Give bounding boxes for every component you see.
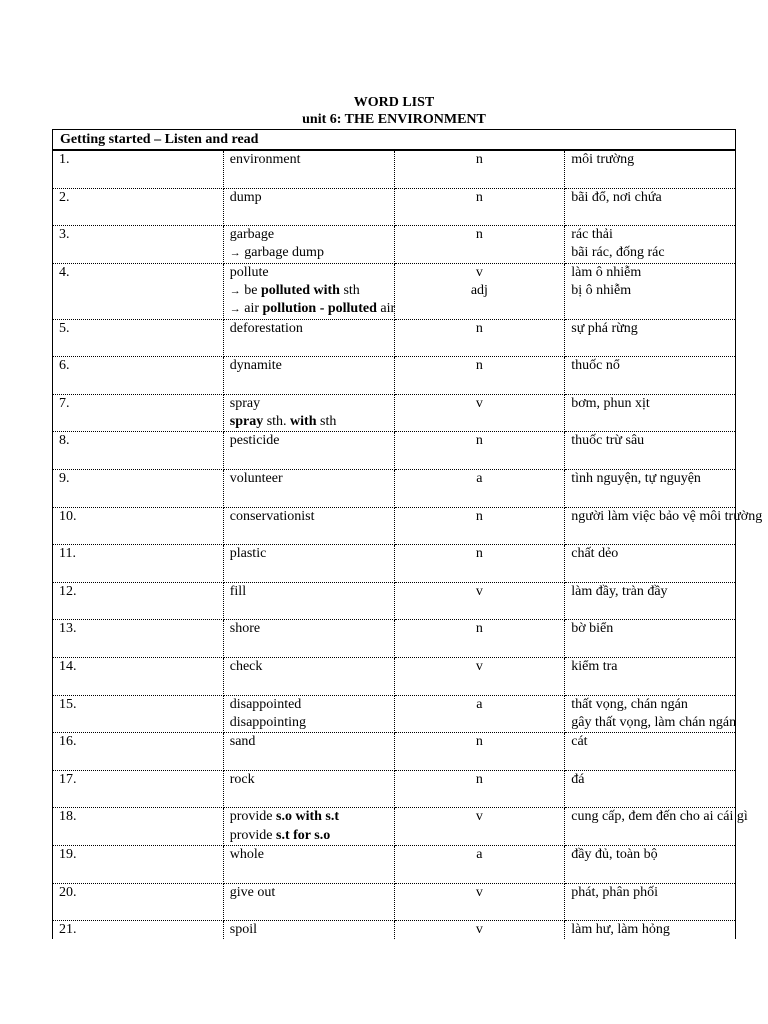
entry-meaning bbox=[565, 394, 736, 432]
entry-part-of-speech bbox=[394, 658, 565, 696]
word-line bbox=[230, 714, 388, 732]
word-text: dynamite bbox=[229, 358, 282, 374]
meaning-line: gây thất vọng, làm chán ngán bbox=[571, 714, 737, 730]
word-text: conservationist bbox=[229, 508, 315, 524]
meaning-line: phát, phân phối bbox=[571, 884, 658, 900]
table-row bbox=[53, 658, 736, 696]
word-line bbox=[229, 300, 396, 318]
meaning-line: thất vọng, chán ngán bbox=[571, 696, 688, 712]
entry-part-of-speech bbox=[394, 845, 565, 883]
table-row bbox=[53, 357, 736, 395]
pos-line: a bbox=[476, 846, 483, 862]
pos-line: adj bbox=[470, 283, 488, 299]
entry-part-of-speech bbox=[394, 150, 565, 188]
entry-part-of-speech bbox=[394, 432, 565, 470]
entry-meaning bbox=[565, 658, 736, 696]
word-text: be bbox=[240, 283, 261, 299]
entry-number: 5. bbox=[53, 319, 224, 357]
entry-word bbox=[223, 620, 394, 658]
table-row bbox=[53, 620, 736, 658]
meaning-line: sự phá rừng bbox=[571, 320, 638, 336]
meaning-line: làm đầy, tràn đầy bbox=[571, 583, 668, 599]
entry-meaning bbox=[565, 263, 736, 319]
entry-word bbox=[223, 226, 394, 264]
entry-meaning bbox=[565, 319, 736, 357]
entry-meaning bbox=[565, 695, 736, 733]
pos-line: a bbox=[476, 696, 483, 712]
entry-part-of-speech bbox=[394, 695, 565, 733]
word-text: dump bbox=[229, 189, 262, 205]
entry-number: 21. bbox=[53, 921, 224, 940]
meaning-line: đá bbox=[571, 771, 585, 787]
word-text: give out bbox=[229, 884, 276, 900]
entry-meaning bbox=[565, 620, 736, 658]
word-line bbox=[230, 583, 388, 601]
entry-number: 3. bbox=[53, 226, 224, 264]
entry-word bbox=[223, 695, 394, 733]
pos-line: n bbox=[475, 320, 483, 336]
entry-part-of-speech bbox=[394, 319, 565, 357]
word-line bbox=[230, 226, 388, 244]
word-phrase-bold: s.t for s.o bbox=[276, 827, 331, 843]
word-phrase-bold: pollution - polluted bbox=[262, 301, 377, 317]
entry-meaning bbox=[565, 845, 736, 883]
pos-line: v bbox=[475, 809, 483, 825]
word-text: deforestation bbox=[229, 320, 303, 336]
table-row bbox=[53, 808, 736, 846]
entry-number: 17. bbox=[53, 770, 224, 808]
word-text: sth bbox=[339, 283, 360, 299]
entry-meaning bbox=[565, 545, 736, 583]
word-line bbox=[230, 470, 388, 488]
pos-line: n bbox=[475, 358, 483, 374]
word-text: garbage dump bbox=[240, 245, 324, 261]
document-header bbox=[0, 94, 768, 128]
entry-word bbox=[223, 188, 394, 226]
meaning-line: môi trường bbox=[571, 152, 635, 167]
table-row bbox=[53, 394, 736, 432]
pos-line: n bbox=[475, 433, 483, 449]
document-subtitle: unit 6: THE ENVIRONMENT bbox=[302, 112, 486, 127]
entry-meaning bbox=[565, 921, 736, 940]
entry-meaning bbox=[565, 357, 736, 395]
entry-word bbox=[223, 470, 394, 508]
entry-word bbox=[223, 658, 394, 696]
word-line bbox=[230, 696, 388, 714]
word-line bbox=[230, 620, 388, 638]
meaning-line: thuốc trừ sâu bbox=[571, 433, 645, 449]
entry-part-of-speech bbox=[394, 883, 565, 921]
pos-line: n bbox=[475, 546, 483, 562]
entry-meaning bbox=[565, 188, 736, 226]
meaning-line: cát bbox=[571, 734, 588, 750]
entry-word bbox=[223, 507, 394, 545]
word-text: fill bbox=[229, 583, 247, 599]
pos-line: n bbox=[475, 734, 483, 750]
pos-line: v bbox=[475, 264, 483, 280]
word-line bbox=[230, 395, 388, 413]
meaning-line: kiểm tra bbox=[571, 659, 618, 675]
pos-line: n bbox=[475, 152, 483, 167]
table-row bbox=[53, 150, 736, 188]
document-title: WORD LIST bbox=[353, 95, 435, 110]
word-text: disappointing bbox=[229, 714, 306, 730]
word-line bbox=[230, 921, 388, 939]
word-text: sth. bbox=[263, 414, 291, 430]
word-phrase-bold: with bbox=[290, 414, 317, 430]
meaning-line: làm ô nhiễm bbox=[571, 264, 642, 280]
word-line bbox=[230, 733, 388, 751]
entry-number: 18. bbox=[53, 808, 224, 846]
word-line bbox=[230, 320, 388, 338]
meaning-line: cung cấp, đem đến cho ai cái gì bbox=[571, 809, 748, 825]
pos-line: v bbox=[475, 922, 483, 938]
word-text: environment bbox=[229, 152, 301, 167]
entry-meaning bbox=[565, 582, 736, 620]
entry-part-of-speech bbox=[394, 620, 565, 658]
entry-meaning bbox=[565, 770, 736, 808]
pos-line: n bbox=[475, 227, 483, 243]
word-phrase-bold: s.o with s.t bbox=[276, 809, 340, 825]
word-text: volunteer bbox=[229, 471, 283, 487]
entry-number: 16. bbox=[53, 733, 224, 771]
entry-number: 4. bbox=[53, 263, 224, 319]
entry-number: 13. bbox=[53, 620, 224, 658]
entry-word bbox=[223, 921, 394, 940]
entry-word bbox=[223, 808, 394, 846]
pos-line: v bbox=[475, 659, 483, 675]
word-text: disappointed bbox=[229, 696, 302, 712]
pos-line: a bbox=[476, 471, 483, 487]
word-list-table bbox=[52, 129, 763, 939]
word-text: garbage bbox=[229, 227, 275, 243]
entry-number: 11. bbox=[53, 545, 224, 583]
pos-line: n bbox=[475, 771, 483, 787]
table-row bbox=[53, 188, 736, 226]
entry-number: 10. bbox=[53, 507, 224, 545]
word-line bbox=[230, 282, 388, 300]
entry-number: 20. bbox=[53, 883, 224, 921]
table-row bbox=[53, 545, 736, 583]
meaning-line: bãi rác, đống rác bbox=[571, 245, 665, 261]
entry-number: 7. bbox=[53, 394, 224, 432]
word-text: check bbox=[229, 659, 263, 675]
word-text: provide bbox=[229, 827, 277, 843]
word-line bbox=[230, 808, 388, 826]
meaning-line: đầy đủ, toàn bộ bbox=[571, 846, 658, 862]
word-text: provide bbox=[229, 809, 277, 825]
entry-part-of-speech bbox=[394, 188, 565, 226]
pos-line: n bbox=[475, 189, 483, 205]
word-line bbox=[230, 264, 388, 282]
entry-part-of-speech bbox=[394, 507, 565, 545]
entry-number: 6. bbox=[53, 357, 224, 395]
pos-line: n bbox=[475, 508, 483, 524]
word-text: shore bbox=[229, 621, 261, 637]
word-line bbox=[230, 846, 388, 864]
entry-word bbox=[223, 394, 394, 432]
word-line bbox=[230, 771, 388, 789]
word-text: air bbox=[376, 301, 396, 317]
table-row bbox=[53, 733, 736, 771]
entry-part-of-speech bbox=[394, 263, 565, 319]
pos-line: v bbox=[475, 395, 483, 411]
word-phrase-bold: spray bbox=[229, 414, 264, 430]
word-line bbox=[230, 827, 388, 845]
entry-word bbox=[223, 733, 394, 771]
table-row bbox=[53, 507, 736, 545]
table-row bbox=[53, 582, 736, 620]
meaning-line: bãi đổ, nơi chứa bbox=[571, 189, 662, 205]
entry-meaning bbox=[565, 150, 736, 188]
table-row bbox=[53, 695, 736, 733]
meaning-line: rác thải bbox=[571, 227, 613, 243]
word-line bbox=[230, 432, 388, 450]
word-text: pesticide bbox=[229, 433, 280, 449]
meaning-line: chất dẻo bbox=[571, 546, 619, 562]
entry-meaning bbox=[565, 808, 748, 846]
word-text: air bbox=[240, 301, 263, 317]
entry-word bbox=[223, 263, 394, 319]
entry-word bbox=[223, 150, 394, 188]
word-phrase-bold: polluted with bbox=[260, 283, 340, 299]
pos-line: v bbox=[475, 884, 483, 900]
entry-part-of-speech bbox=[394, 733, 565, 771]
entry-word bbox=[223, 357, 394, 395]
meaning-line: thuốc nổ bbox=[571, 358, 620, 374]
table-row bbox=[53, 263, 736, 319]
table-row bbox=[53, 770, 736, 808]
entry-number: 8. bbox=[53, 432, 224, 470]
entry-part-of-speech bbox=[394, 545, 565, 583]
entry-number: 12. bbox=[53, 582, 224, 620]
entry-meaning bbox=[565, 507, 763, 545]
word-line bbox=[230, 244, 388, 262]
word-text: rock bbox=[229, 771, 255, 787]
entry-word bbox=[223, 845, 394, 883]
meaning-line: bơm, phun xịt bbox=[571, 395, 650, 411]
entry-part-of-speech bbox=[394, 808, 565, 846]
word-text: sth bbox=[316, 414, 337, 430]
entry-part-of-speech bbox=[394, 226, 565, 264]
section-heading: Getting started – Listen and read bbox=[53, 130, 736, 151]
pos-line: n bbox=[475, 621, 483, 637]
table-row bbox=[53, 226, 736, 264]
word-line bbox=[230, 413, 388, 431]
entry-part-of-speech bbox=[394, 357, 565, 395]
meaning-line: bờ biển bbox=[571, 621, 614, 637]
entry-number: 19. bbox=[53, 845, 224, 883]
word-line bbox=[230, 151, 388, 169]
word-line bbox=[230, 658, 388, 676]
word-line bbox=[230, 545, 388, 563]
entry-word bbox=[223, 883, 394, 921]
table-row bbox=[53, 921, 736, 940]
entry-meaning bbox=[565, 432, 736, 470]
word-line bbox=[230, 884, 388, 902]
word-text: plastic bbox=[229, 546, 267, 562]
section-heading-row bbox=[53, 130, 736, 151]
entry-meaning bbox=[565, 733, 736, 771]
entry-part-of-speech bbox=[394, 394, 565, 432]
entry-word bbox=[223, 582, 394, 620]
entry-word bbox=[223, 770, 394, 808]
word-text: sand bbox=[229, 734, 256, 750]
meaning-line: tình nguyện, tự nguyện bbox=[571, 471, 701, 487]
table-row bbox=[53, 845, 736, 883]
arrow-right-icon: → bbox=[229, 303, 241, 316]
word-text: pollute bbox=[229, 264, 269, 280]
table-row bbox=[53, 319, 736, 357]
meaning-line: bị ô nhiễm bbox=[571, 283, 632, 299]
entry-word bbox=[223, 319, 394, 357]
arrow-right-icon: → bbox=[229, 285, 241, 298]
meaning-line: người làm việc bảo vệ môi trường bbox=[571, 508, 763, 524]
entry-meaning bbox=[565, 226, 736, 264]
entry-word bbox=[223, 545, 394, 583]
table-row bbox=[53, 470, 736, 508]
entry-part-of-speech bbox=[394, 470, 565, 508]
word-line bbox=[230, 189, 388, 207]
table-row bbox=[53, 432, 736, 470]
entry-number: 1. bbox=[53, 150, 224, 188]
entry-part-of-speech bbox=[394, 582, 565, 620]
word-text: spoil bbox=[229, 922, 257, 938]
entry-number: 15. bbox=[53, 695, 224, 733]
entry-part-of-speech bbox=[394, 921, 565, 940]
entry-part-of-speech bbox=[394, 770, 565, 808]
pos-line: v bbox=[475, 583, 483, 599]
word-text: spray bbox=[229, 395, 261, 411]
meaning-line: làm hư, làm hỏng bbox=[571, 922, 670, 938]
entry-number: 9. bbox=[53, 470, 224, 508]
table-row bbox=[53, 883, 736, 921]
entry-meaning bbox=[565, 470, 736, 508]
entry-meaning bbox=[565, 883, 736, 921]
arrow-right-icon: → bbox=[229, 247, 241, 260]
word-line bbox=[230, 357, 388, 375]
word-line bbox=[230, 508, 388, 526]
entry-number: 14. bbox=[53, 658, 224, 696]
word-text: whole bbox=[229, 846, 264, 862]
entry-number: 2. bbox=[53, 188, 224, 226]
entry-word bbox=[223, 432, 394, 470]
